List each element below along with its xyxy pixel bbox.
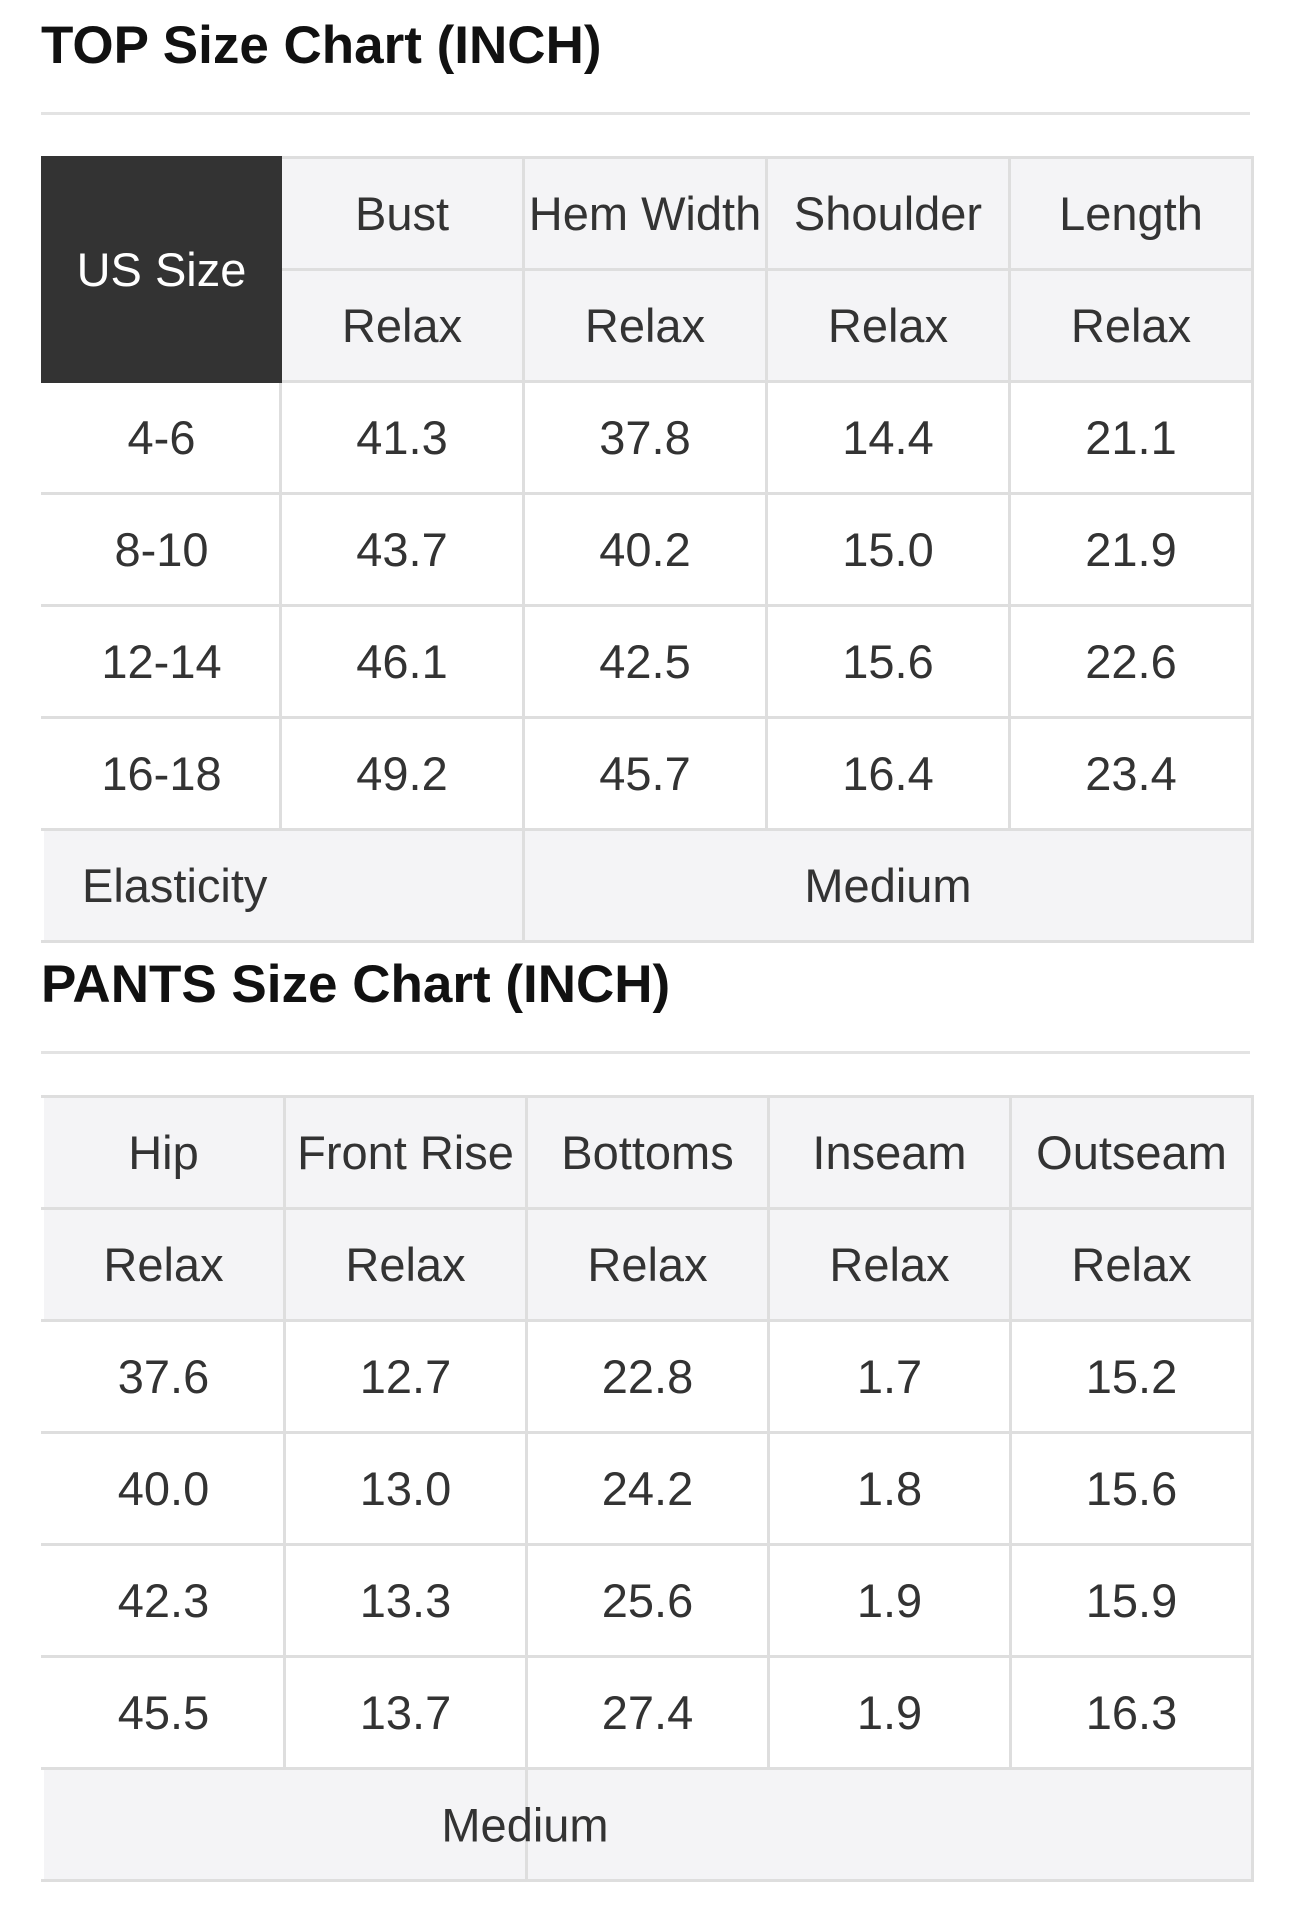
pants-chart-title: PANTS Size Chart (INCH) — [41, 955, 671, 1014]
length-cell: 23.4 — [1010, 718, 1253, 830]
bust-cell: 41.3 — [281, 382, 524, 494]
top-chart-divider — [41, 112, 1250, 115]
hip-cell: 37.6 — [43, 1321, 285, 1433]
outseam-cell: 16.3 — [1011, 1657, 1253, 1769]
column-subheader-bottoms: Relax — [527, 1209, 769, 1321]
size-cell: 4-6 — [43, 382, 281, 494]
top-size-table — [41, 156, 1254, 943]
column-header-bottoms: Bottoms — [527, 1097, 769, 1209]
column-subheader-hip: Relax — [43, 1209, 285, 1321]
size-cell: 16-18 — [43, 718, 281, 830]
column-subheader-shoulder: Relax — [767, 270, 1010, 382]
column-header-hip: Hip — [43, 1097, 285, 1209]
front-rise-cell: 13.3 — [285, 1545, 527, 1657]
front-rise-cell: 13.7 — [285, 1657, 527, 1769]
column-header-length: Length — [1010, 158, 1253, 270]
front-rise-cell: 13.0 — [285, 1433, 527, 1545]
column-subheader-length: Relax — [1010, 270, 1253, 382]
hem-width-cell: 37.8 — [524, 382, 767, 494]
hip-cell: 40.0 — [43, 1433, 285, 1545]
table-row — [43, 382, 1253, 494]
length-cell: 22.6 — [1010, 606, 1253, 718]
column-subheader-hem-width: Relax — [524, 270, 767, 382]
table-row — [43, 1433, 1253, 1545]
shoulder-cell: 15.0 — [767, 494, 1010, 606]
elasticity-value: Medium — [441, 1798, 609, 1851]
hip-cell: 42.3 — [43, 1545, 285, 1657]
column-header-shoulder: Shoulder — [767, 158, 1010, 270]
inseam-cell: 1.9 — [769, 1657, 1011, 1769]
table-row — [43, 718, 1253, 830]
table-row — [43, 494, 1253, 606]
size-cell: 12-14 — [43, 606, 281, 718]
elasticity-value: Medium — [524, 830, 1253, 942]
outseam-cell: 15.6 — [1011, 1433, 1253, 1545]
bottoms-cell: 24.2 — [527, 1433, 769, 1545]
column-subheader-outseam: Relax — [1011, 1209, 1253, 1321]
inseam-cell: 1.7 — [769, 1321, 1011, 1433]
hem-width-cell: 40.2 — [524, 494, 767, 606]
pants-header-row — [43, 1097, 1253, 1209]
table-row — [43, 1545, 1253, 1657]
size-cell: 8-10 — [43, 494, 281, 606]
elasticity-row — [43, 830, 1253, 942]
hip-cell: 45.5 — [43, 1657, 285, 1769]
table-row — [43, 1321, 1253, 1433]
shoulder-cell: 15.6 — [767, 606, 1010, 718]
outseam-cell: 15.9 — [1011, 1545, 1253, 1657]
inseam-cell: 1.8 — [769, 1433, 1011, 1545]
column-header-outseam: Outseam — [1011, 1097, 1253, 1209]
hem-width-cell: 42.5 — [524, 606, 767, 718]
table-row — [43, 606, 1253, 718]
pants-chart-divider — [41, 1051, 1250, 1054]
top-header-row — [43, 158, 1253, 270]
shoulder-cell: 16.4 — [767, 718, 1010, 830]
column-header-front-rise: Front Rise — [285, 1097, 527, 1209]
bottoms-cell: 22.8 — [527, 1321, 769, 1433]
pants-size-table — [41, 1095, 1254, 1882]
outseam-cell: 15.2 — [1011, 1321, 1253, 1433]
bust-cell: 49.2 — [281, 718, 524, 830]
hem-width-cell: 45.7 — [524, 718, 767, 830]
elasticity-label: Elasticity — [43, 830, 524, 942]
us-size-header: US Size — [43, 158, 281, 382]
column-header-inseam: Inseam — [769, 1097, 1011, 1209]
inseam-cell: 1.9 — [769, 1545, 1011, 1657]
shoulder-cell: 14.4 — [767, 382, 1010, 494]
column-subheader-bust: Relax — [281, 270, 524, 382]
column-header-bust: Bust — [281, 158, 524, 270]
top-chart-title: TOP Size Chart (INCH) — [41, 16, 602, 75]
elasticity-row — [43, 1769, 1253, 1881]
bottoms-cell: 27.4 — [527, 1657, 769, 1769]
front-rise-cell: 12.7 — [285, 1321, 527, 1433]
column-subheader-front-rise: Relax — [285, 1209, 527, 1321]
bottoms-cell: 25.6 — [527, 1545, 769, 1657]
elasticity-label-empty — [43, 1769, 609, 1881]
bust-cell: 46.1 — [281, 606, 524, 718]
pants-subheader-row — [43, 1209, 1253, 1321]
bust-cell: 43.7 — [281, 494, 524, 606]
column-subheader-inseam: Relax — [769, 1209, 1011, 1321]
length-cell: 21.1 — [1010, 382, 1253, 494]
table-row — [43, 1657, 1253, 1769]
column-header-hem-width: Hem Width — [524, 158, 767, 270]
length-cell: 21.9 — [1010, 494, 1253, 606]
